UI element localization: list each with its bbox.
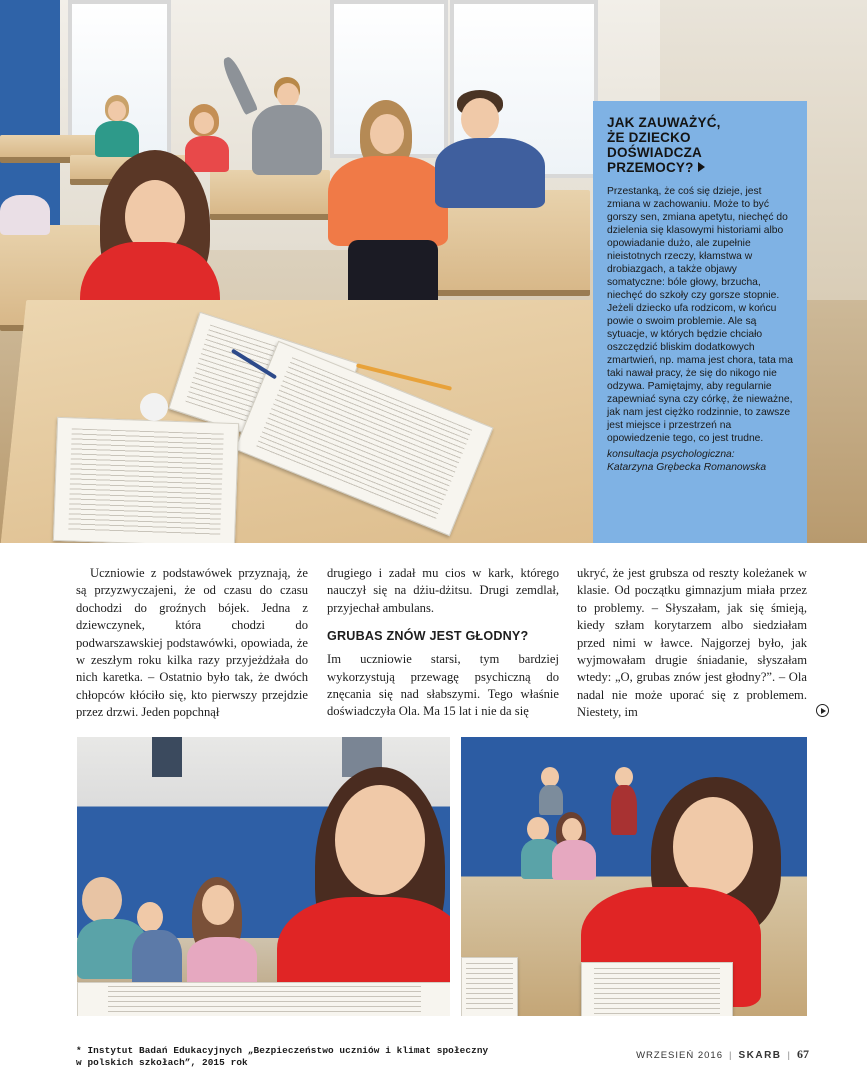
sidebar-credit-name: Katarzyna Grębecka Romanowska [607, 462, 767, 473]
article-paragraph: Im uczniowie starsi, tym bardziej wykorzystują przewagę psychiczną do znęcania się nad słabszymi. Tego właśnie doświadczyła Ola. Ma 15 lat i nie da się [327, 652, 559, 719]
footnote: * Instytut Badań Edukacyjnych „Bezpieczeństwo uczniów i klimat społeczny w polskich szkołach”, 2015 rok [76, 1045, 489, 1068]
article-paragraph: drugiego i zadał mu cios w kark, którego nauczył się na dżiu-dżitsu. Drugi zemdlał, przyjechał ambulans. [327, 566, 559, 615]
arrow-right-icon [698, 162, 705, 172]
article-subhead: GRUBAS ZNÓW JEST GŁODNY? [327, 629, 529, 644]
photo-girl-sad [461, 737, 807, 1016]
page-number: 67 [797, 1047, 809, 1061]
article-paragraph: Uczniowie z podstawówek przyznają, że są przyzwyczajeni, że od czasu do czasu dochodzi do groźnych bójek. Jedna z dziewczynek, która chodzi do podwarszawskiej podstawówki, opowiada, że w zeszłym roku kilka razy przyjeżdżała do nich karetka. – Ostatnio było tak, że dwóch chłopców kłóciło się, kto pierwszy przejdzie przez drzwi. Jeden popchnął [76, 566, 308, 720]
sidebar-box [593, 101, 807, 543]
article-column-2 [327, 565, 559, 721]
article-column-3 [577, 565, 807, 722]
sidebar-title-line: DOŚWIADCZA [607, 145, 702, 160]
issue-date: WRZESIEŃ 2016 [636, 1050, 723, 1061]
article-column-1 [76, 565, 308, 722]
sidebar-credit-label: konsultacja psychologiczna: [607, 449, 735, 460]
magazine-name: SKARB [738, 1050, 782, 1061]
sidebar-body: Przestanką, że coś się dzieje, jest zmiana w zachowaniu. Może to być gorszy sen, zmiana apetytu, niechęć do dzielenia się klasowymi historiami albo opowiadanie dużo, ale zupełnie nieistotnych rzeczy, kłamstwa w drobiazgach, a także objawy somatyczne: bóle głowy, brzucha, niechęć do szkoły czy gorsze stopnie. Jeżeli dziecko ufa rodzicom, w końcu powie o swoim problemie. Ale są sytuacje, w których będzie chciało oszczędzić bliskim dodatkowych zmartwień, np. mama jest chora, tata ma taki nawał pracy, że się do nikogo nie odzywa. Pamiętajmy, aby regularnie zapewniać syna czy córkę, że nieważne, jak nam jest ciężko rodzinnie, to zawsze jest miejsce i przestrzeń na opowiedzenie tego, co jest trudne. [607, 186, 793, 444]
sidebar-title [607, 115, 795, 175]
article-paragraph: ukryć, że jest grubsza od reszty koleżanek w klasie. Od początku gimnazjum miała przez to problemy. – Słyszałam, jak się śmieją, kiedy szłam korytarzem albo siedziałam przed nimi w ławce. Najgorzej było, jak wyjmowałam drugie śniadanie, słyszałam wtedy: „O, grubas znów jest głodny?”. – Ola nadal nie może uporać się z problemem. Niestety, im [577, 566, 807, 720]
play-circle-icon [816, 704, 829, 717]
sidebar-title-line: JAK ZAUWAŻYĆ, [607, 115, 721, 130]
sidebar-title-line: PRZEMOCY? [607, 160, 694, 175]
page-folio: WRZESIEŃ 2016 | SKARB | 67 [636, 1047, 809, 1061]
photo-girl-writing [77, 737, 450, 1016]
sidebar-title-line: ŻE DZIECKO [607, 130, 691, 145]
sidebar-credit [607, 448, 795, 474]
